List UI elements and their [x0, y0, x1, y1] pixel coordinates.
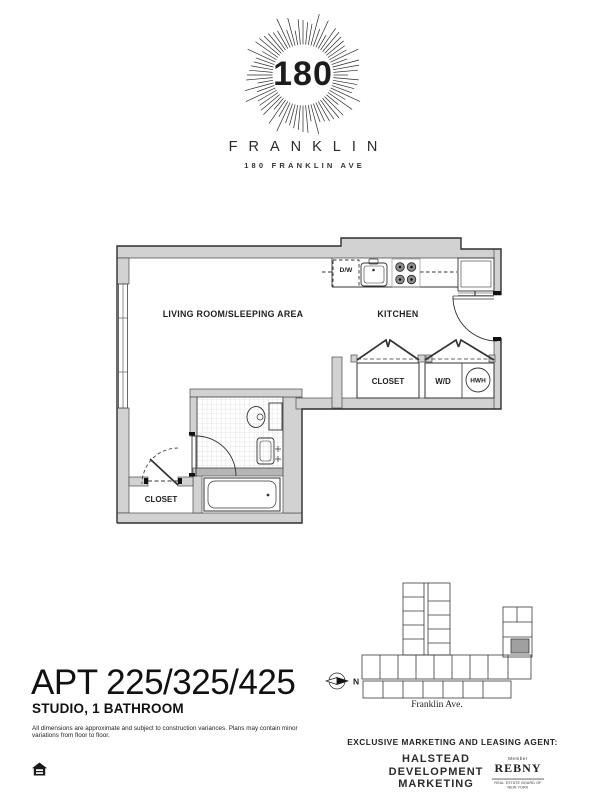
compass [326, 673, 348, 689]
north-label: N [353, 676, 360, 687]
agent-name-line: DEVELOPMENT [388, 765, 484, 778]
stove [392, 259, 420, 287]
dishwasher-label: D/W [339, 267, 353, 274]
washer-dryer-label: W/D [435, 377, 451, 386]
kitchen-closet [357, 340, 419, 398]
kitchen-counter [322, 258, 494, 296]
entry-closet-label: CLOSET [144, 495, 178, 504]
bifold-jamb [418, 355, 425, 362]
bath-top-wall [190, 389, 302, 397]
top-wall [117, 238, 501, 258]
rebny-member-label: Member [508, 756, 528, 761]
street-label: Franklin Ave. [411, 700, 463, 710]
closet-row [357, 340, 494, 398]
rebny-logo [489, 756, 547, 794]
disclaimer-text: All dimensions are approximate and subject to construction variances. Plans may contain minor variations from floor to floor. [32, 725, 298, 739]
logo-building-address: 180 FRANKLIN AVE [244, 161, 365, 170]
agent-name-line: MARKETING [398, 778, 474, 790]
highlighted-unit [511, 639, 529, 653]
right-wall-lower [494, 338, 501, 409]
bath-right-wall [283, 397, 302, 513]
kitchen-bottom-wall [296, 398, 501, 409]
rebny-suborg: REAL ESTATE BOARD OF NEW YORK [492, 779, 544, 790]
compass-needle-west [326, 678, 337, 685]
bottom-wall [117, 513, 302, 523]
logo-building-number: 180 [273, 55, 333, 93]
floor-plan [100, 228, 512, 534]
kitchen-sink [361, 259, 387, 286]
key-plan-building [362, 583, 532, 698]
tile-floor [197, 397, 283, 468]
kitchen-label: KITCHEN [377, 309, 419, 319]
bath-door-stub [190, 397, 197, 436]
equal-housing-icon [31, 762, 48, 777]
entry-closet [142, 448, 182, 485]
kitchen-closet-label: CLOSET [371, 377, 405, 386]
compass-needle-north [337, 678, 348, 685]
refrigerator [458, 258, 494, 296]
living-room-label: LIVING ROOM/SLEEPING AREA [162, 309, 304, 319]
apartment-title: APT 225/325/425 [31, 663, 296, 702]
entry-door [453, 291, 501, 341]
bathtub [204, 478, 280, 511]
bifold-jamb [351, 355, 357, 362]
logo-building-name: FRANKLIN [228, 139, 389, 155]
washer-dryer-hwh [425, 340, 494, 398]
agent-name [366, 753, 506, 791]
closetrow-stub-wall [332, 357, 342, 408]
agent-name-line: HALSTEAD [402, 753, 470, 765]
left-wall-upper [117, 258, 129, 284]
rebny-org-name: REBNY [494, 761, 542, 775]
left-wall-lower [117, 408, 129, 513]
tub-divider-wall [196, 468, 283, 476]
window [119, 284, 128, 408]
hwh-label: HWH [470, 377, 486, 385]
bifold-door [425, 340, 494, 360]
right-wall-upper [494, 249, 501, 295]
bathroom [189, 397, 283, 511]
agent-heading: EXCLUSIVE MARKETING AND LEASING AGENT: [347, 737, 558, 747]
apartment-type: STUDIO, 1 BATHROOM [32, 701, 184, 716]
key-plan [315, 572, 590, 712]
bifold-door [357, 340, 419, 360]
